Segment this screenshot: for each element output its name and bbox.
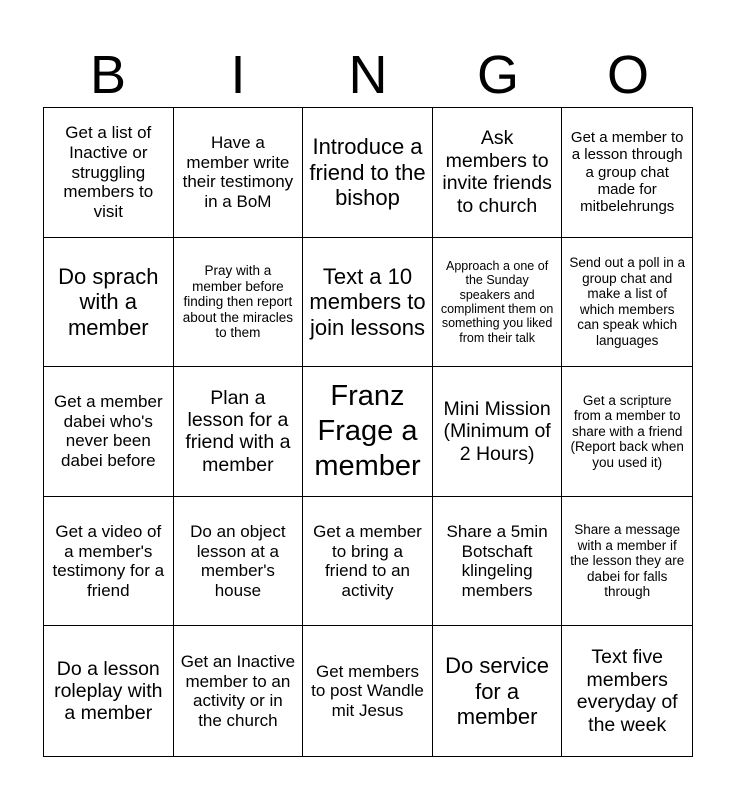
bingo-cell[interactable]: Do a lesson roleplay with a member — [44, 626, 174, 756]
bingo-grid — [43, 107, 693, 757]
free-space-cell[interactable]: Franz Frage a member — [303, 367, 433, 497]
bingo-cell[interactable]: Get a member dabei who's never been dabei before — [44, 367, 174, 497]
bingo-cell[interactable]: Do sprach with a member — [44, 238, 174, 368]
bingo-cell[interactable]: Get members to post Wandle mit Jesus — [303, 626, 433, 756]
header-letter-n: N — [348, 45, 388, 105]
bingo-cell[interactable]: Get a video of a member's testimony for a friend — [44, 497, 174, 627]
bingo-cell[interactable]: Do an object lesson at a member's house — [174, 497, 304, 627]
header-letter-b: B — [89, 45, 127, 105]
header-letter-i: I — [230, 45, 246, 105]
bingo-cell[interactable]: Introduce a friend to the bishop — [303, 108, 433, 238]
bingo-cell[interactable]: Get an Inactive member to an activity or in the church — [174, 626, 304, 756]
bingo-header — [43, 44, 693, 106]
bingo-cell[interactable]: Send out a poll in a group chat and make a list of which members can speak which languages — [562, 238, 692, 368]
bingo-cell[interactable]: Ask members to invite friends to church — [433, 108, 563, 238]
bingo-cell[interactable]: Do service for a member — [433, 626, 563, 756]
bingo-cell[interactable]: Get a list of Inactive or struggling members to visit — [44, 108, 174, 238]
bingo-cell[interactable]: Text a 10 members to join lessons — [303, 238, 433, 368]
bingo-cell[interactable]: Mini Mission (Minimum of 2 Hours) — [433, 367, 563, 497]
header-letter-o: O — [606, 45, 649, 105]
bingo-cell[interactable]: Share a message with a member if the lesson they are dabei for falls through — [562, 497, 692, 627]
bingo-cell[interactable]: Have a member write their testimony in a BoM — [174, 108, 304, 238]
bingo-cell[interactable]: Plan a lesson for a friend with a member — [174, 367, 304, 497]
header-letter-g: G — [476, 45, 519, 105]
bingo-cell[interactable]: Approach a one of the Sunday speakers and compliment them on something you liked from their talk — [433, 238, 563, 368]
bingo-cell[interactable]: Pray with a member before finding then report about the miracles to them — [174, 238, 304, 368]
bingo-cell[interactable]: Share a 5min Botschaft klingeling members — [433, 497, 563, 627]
bingo-cell[interactable]: Get a member to a lesson through a group chat made for mitbelehrungs — [562, 108, 692, 238]
bingo-cell[interactable]: Get a member to bring a friend to an activity — [303, 497, 433, 627]
bingo-cell[interactable]: Get a scripture from a member to share with a friend (Report back when you used it) — [562, 367, 692, 497]
bingo-cell[interactable]: Text five members everyday of the week — [576, 646, 678, 736]
